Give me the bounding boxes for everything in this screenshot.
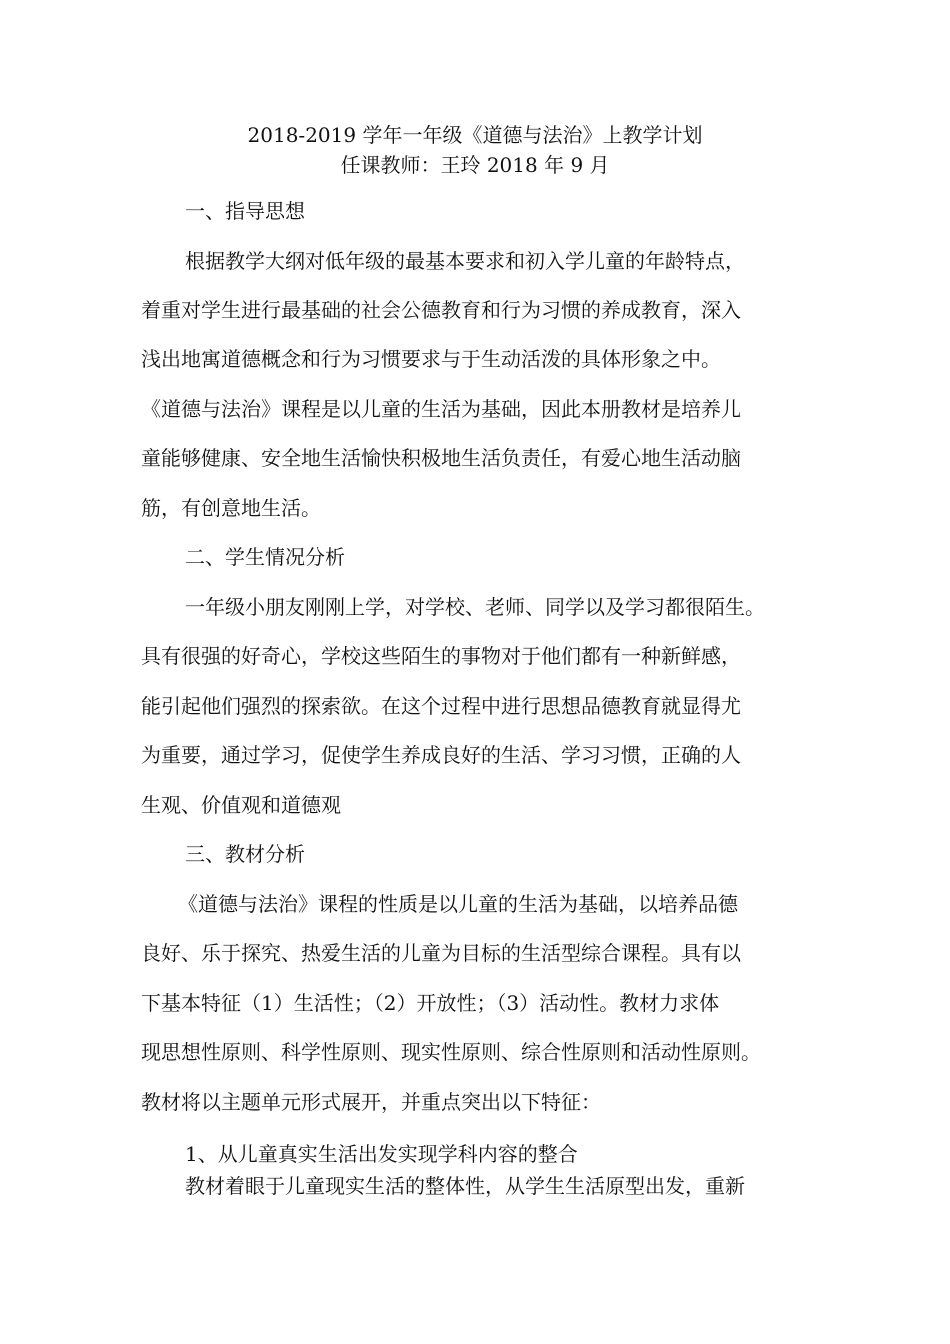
- document-subtitle: 任课教师：王玲 2018 年 9 月: [340, 153, 610, 177]
- paragraph-line: 根据教学大纲对低年级的最基本要求和初入学儿童的年龄特点，: [185, 249, 745, 273]
- section-heading: 二、学生情况分析: [185, 545, 345, 569]
- paragraph-line: 现思想性原则、科学性原则、现实性原则、综合性原则和活动性原则。: [141, 1040, 761, 1064]
- section-heading: 三、教材分析: [185, 842, 305, 866]
- paragraph-line: 《道德与法治》课程的性质是以儿童的生活为基础，以培养品德: [178, 892, 738, 916]
- document-title: 2018-2019 学年一年级《道德与法治》上教学计划: [247, 123, 703, 147]
- paragraph-line: 教材着眼于儿童现实生活的整体性，从学生生活原型出发，重新: [185, 1174, 745, 1198]
- paragraph-line: 一年级小朋友刚刚上学，对学校、老师、同学以及学习都很陌生。: [185, 595, 765, 619]
- paragraph-line: 生观、价值观和道德观: [141, 793, 341, 817]
- paragraph-line: 《道德与法治》课程是以儿童的生活为基础，因此本册教材是培养儿: [141, 397, 741, 421]
- paragraph-line: 着重对学生进行最基础的社会公德教育和行为习惯的养成教育，深入: [141, 298, 741, 322]
- paragraph-line: 良好、乐于探究、热爱生活的儿童为目标的生活型综合课程。具有以: [141, 941, 741, 965]
- paragraph-line: 教材将以主题单元形式展开，并重点突出以下特征：: [141, 1090, 601, 1114]
- paragraph-line: 童能够健康、安全地生活愉快积极地生活负责任，有爱心地生活动脑: [141, 446, 741, 470]
- subsection-heading: 1、从儿童真实生活出发实现学科内容的整合: [185, 1142, 578, 1166]
- paragraph-line: 能引起他们强烈的探索欲。在这个过程中进行思想品德教育就显得尤: [141, 694, 741, 718]
- paragraph-line: 具有很强的好奇心，学校这些陌生的事物对于他们都有一种新鲜感，: [141, 644, 741, 668]
- paragraph-line: 筋，有创意地生活。: [141, 496, 321, 520]
- paragraph-line: 浅出地寓道德概念和行为习惯要求与于生动活泼的具体形象之中。: [141, 347, 721, 371]
- paragraph-line: 下基本特征（1）生活性；（2）开放性；（3）活动性。教材力求体: [141, 991, 720, 1015]
- section-heading: 一、指导思想: [185, 199, 305, 223]
- paragraph-line: 为重要，通过学习，促使学生养成良好的生活、学习习惯，正确的人: [141, 743, 741, 767]
